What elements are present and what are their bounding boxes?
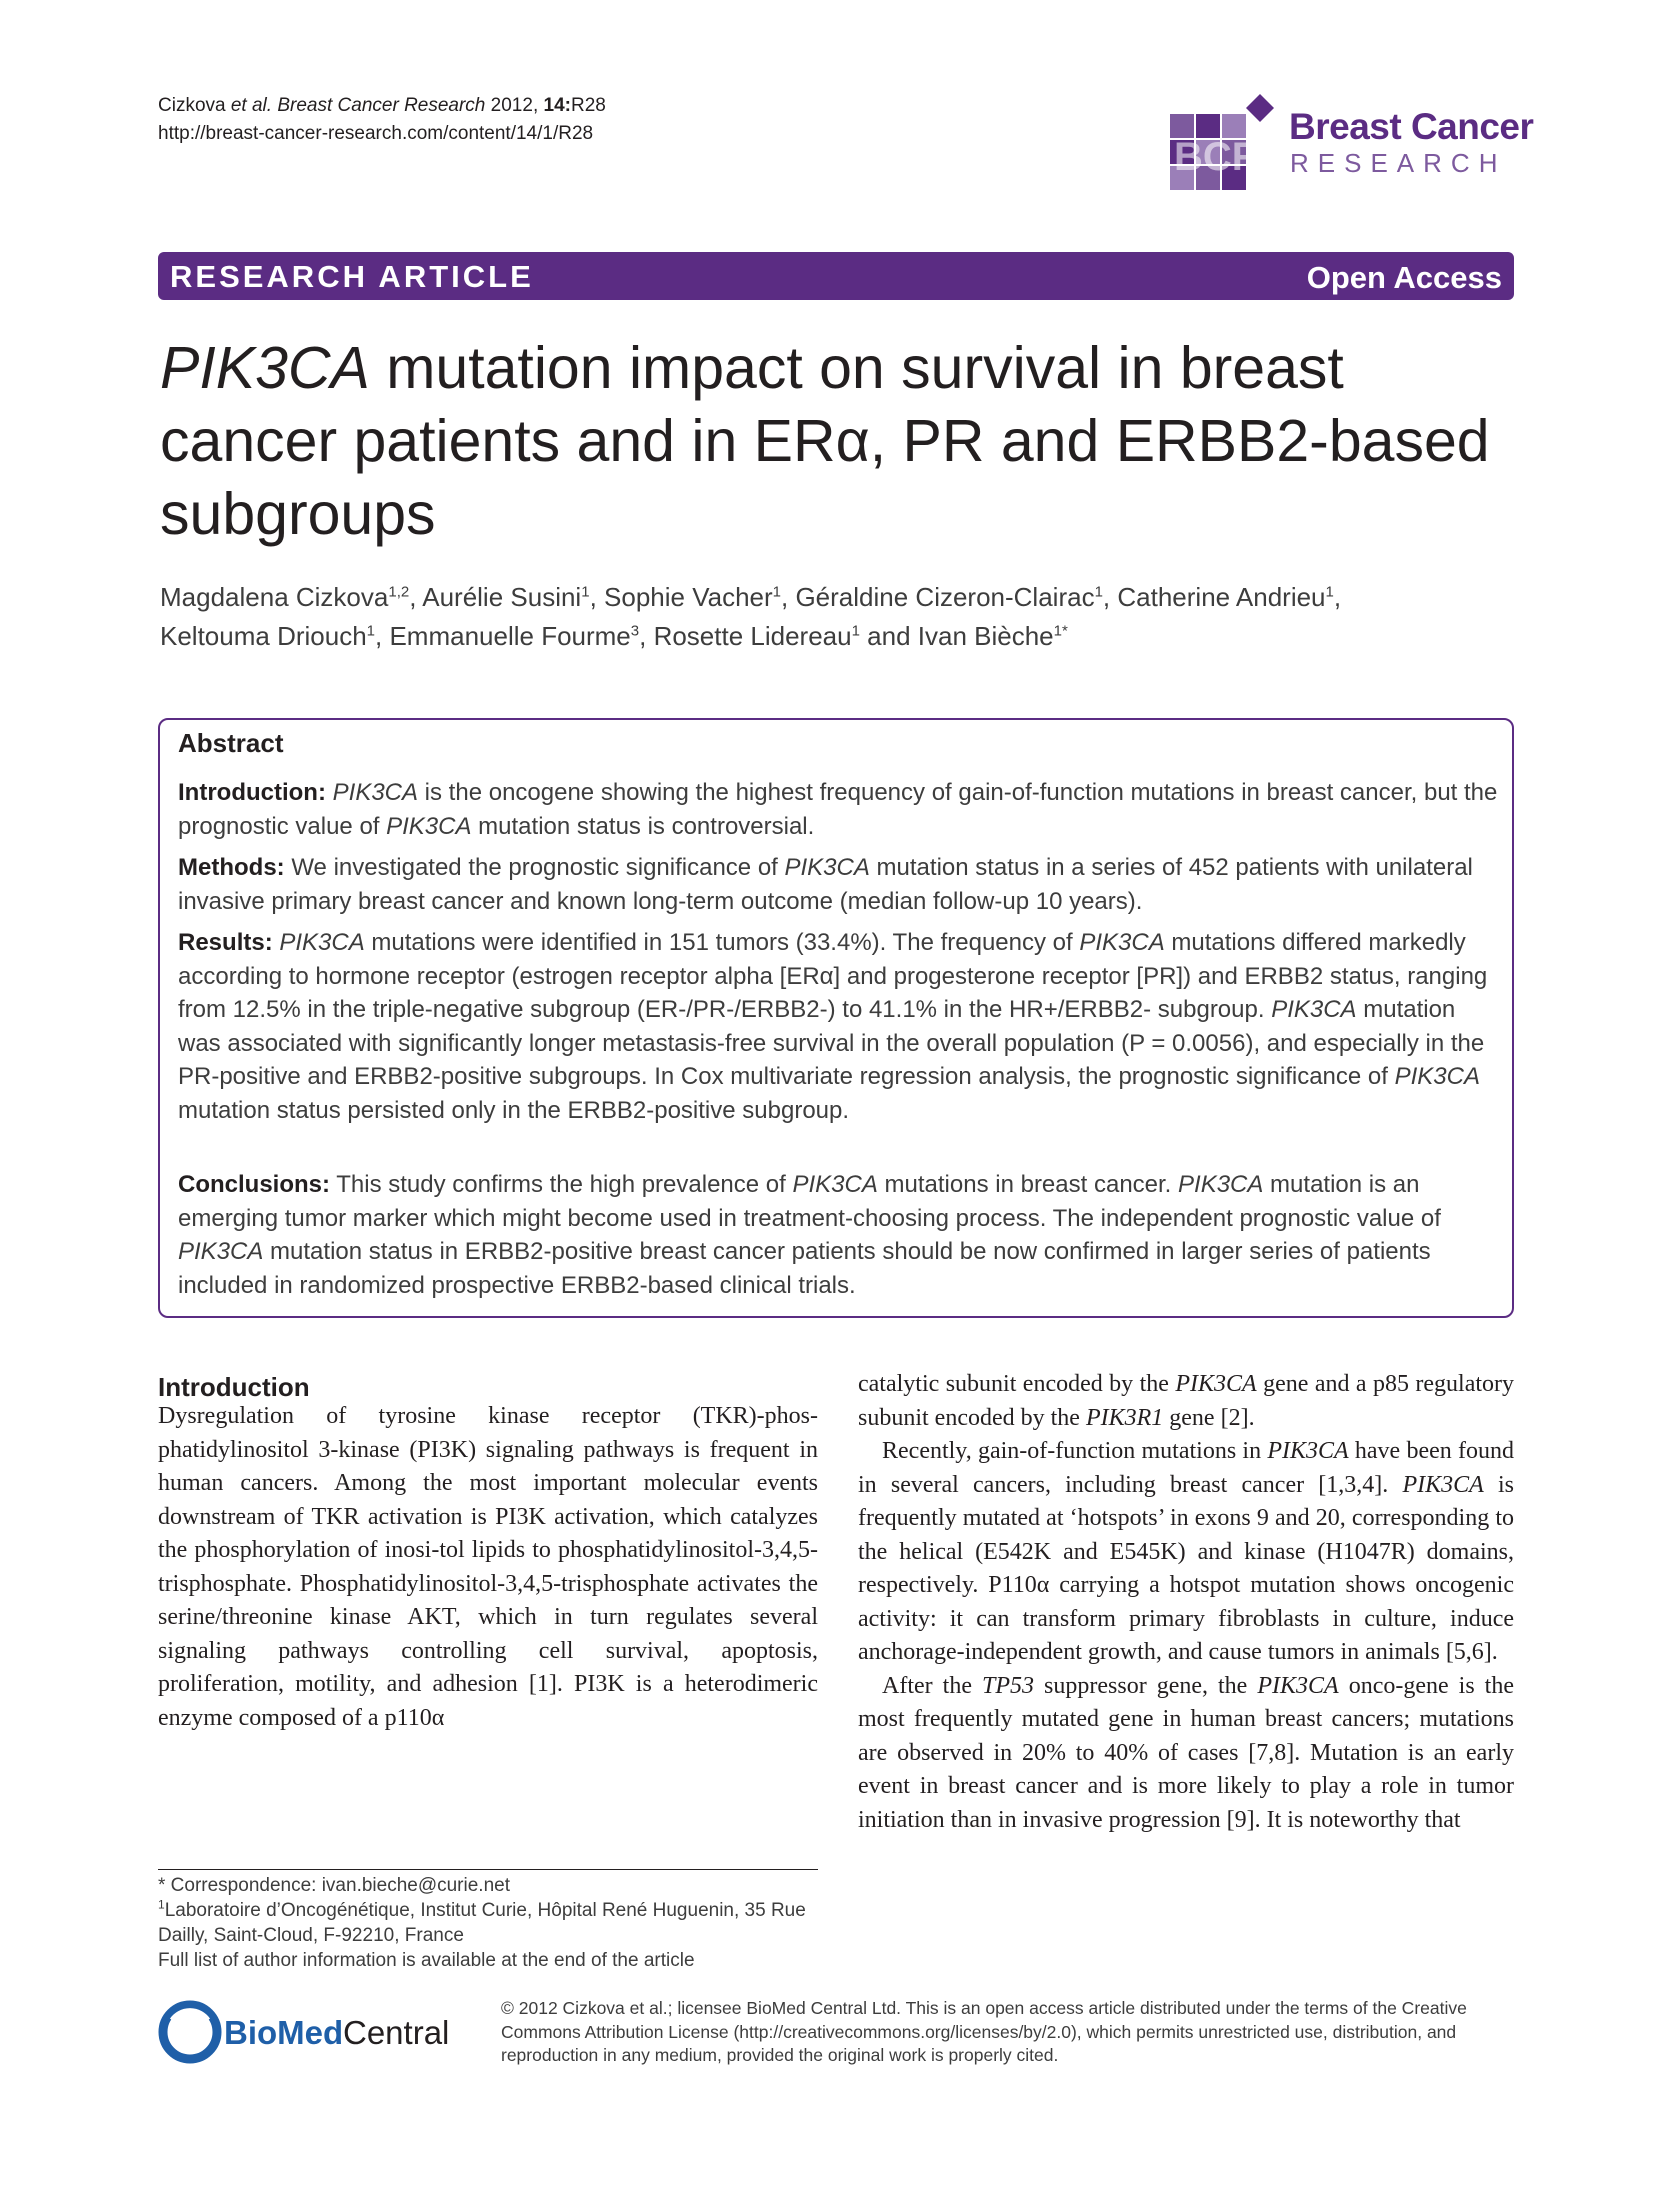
title-line2: cancer patients and in ERα, PR and ERBB2-based — [160, 408, 1490, 474]
abstract-methods-label: Methods: — [178, 854, 285, 881]
citation-volume: 14: — [543, 95, 571, 116]
introduction-heading: Introduction — [158, 1372, 310, 1402]
abstract-introduction — [178, 776, 1498, 843]
citation-author: Cizkova — [158, 95, 226, 116]
affiliation-note: $^1$Laboratoire d’Oncogénétique, Institut Curie, Hôpital René Huguenin, 35 Rue Dailly, Saint-Cloud, F-92210, France — [158, 1897, 806, 1946]
body-right-column — [858, 1368, 1514, 1837]
author: Catherine Andrieu$^1$, — [1117, 582, 1342, 612]
body-paragraph: Recently, gain-of-function mutations in PIK3CA have been found in several cancers, including breast cancer [1,3,4]. PIK3CA is frequently mutated at ‘hotspots’ in exons 9 and 20, corresponding to the helical (E542K and E545K) and kinase (H1047R) domains, respectively. P110α carrying a hotspot mutation shows oncogenic activity: it can transform primary fibroblasts in culture, induce anchorage-independent growth, and cause tumors in animals [5,6]. — [858, 1438, 1514, 1665]
author-list — [160, 578, 1510, 656]
body-paragraph: catalytic subunit encoded by the PIK3CA gene and a p85 regulatory subunit encoded by the PIK3R1 gene [2]. — [858, 1371, 1515, 1431]
footnote-divider — [158, 1869, 818, 1870]
open-access-label: Open Access — [1306, 260, 1502, 295]
title-gene: PIK3CA — [160, 335, 370, 401]
abstract-heading: Abstract — [178, 728, 284, 758]
article-type-label: RESEARCH ARTICLE — [170, 259, 534, 294]
abstract-results — [178, 926, 1498, 1127]
title-line1-rest: mutation impact on survival in breast — [369, 335, 1344, 401]
body-paragraph: After the TP53 suppressor gene, the PIK3CA onco-gene is the most frequently mutated gene in human breast cancers; mutations are observed in 20% to 40% of cases [7,8]. Mutation is an early event in breast cancer and is more likely to play a role in tumor initiation than in invasive progression [9]. It is noteworthy that — [858, 1672, 1515, 1833]
abstract-methods — [178, 851, 1498, 918]
author: Keltouma Driouch$^1$, — [160, 621, 390, 651]
abstract-conclusions — [178, 1168, 1498, 1302]
journal-name-line2: RESEARCH — [1290, 148, 1507, 178]
article-type-banner — [158, 252, 1514, 300]
biomed-bold: BioMed — [224, 2014, 344, 2051]
bcr-mark: BCR — [1174, 135, 1261, 179]
biomed-central-logo-icon — [158, 2000, 478, 2064]
article-url[interactable]: http://breast-cancer-research.com/content/14/1/R28 — [158, 123, 594, 144]
journal-name-line1: Breast Cancer — [1289, 106, 1534, 147]
affiliation-mark: 1 — [158, 1897, 165, 1912]
footnotes — [158, 1873, 818, 1973]
citation-line — [158, 92, 606, 120]
author: Emmanuelle Fourme$^3$, — [389, 621, 654, 651]
running-head — [158, 92, 606, 148]
abstract-conclusions-text: This study confirms the high prevalence of PIK3CA mutations in breast cancer. PIK3CA mutation is an emerging tumor marker which might become used in treatment-choosing process. The independent prognostic value of PIK3CA mutation status in ERBB2-positive breast cancer patients should be now confirmed in larger series of patients included in randomized prospective ERBB2-based clinical trials. — [178, 1171, 1441, 1299]
author: Aurélie Susini$^1$, — [422, 582, 605, 612]
body-paragraph: Dysregulation of tyrosine kinase receptor (TKR)-phos-phatidylinositol 3-kinase (PI3K) signaling pathways is frequent in human cancers. Among the most important molecular events downstream of TKR activation is PI3K activation, which catalyzes the phosphorylation of inosi-tol lipids to phosphatidylinositol-3,4,5-trisphosphate. Phosphatidylinositol-3,4,5-trisphosphate activates the serine/threonine kinase AKT, which in turn regulates several signaling pathways controlling cell survival, apoptosis, proliferation, motility, and adhesion [1]. PI3K is a heterodimeric enzyme composed of a p110α — [158, 1403, 818, 1731]
author: Magdalena Cizkova$^{1,2}$, — [160, 582, 423, 612]
correspondence-note: * Correspondence: ivan.bieche@curie.net — [158, 1875, 510, 1896]
citation-journal: Breast Cancer Research — [277, 95, 486, 116]
abstract-results-text: PIK3CA mutations were identified in 151 tumors (33.4%). The frequency of PIK3CA mutations differed markedly according to hormone receptor (estrogen receptor alpha [ERα] and progesterone receptor [PR]) and ERBB2 status, ranging from 12.5% in the triple-negative subgroup (ER-/PR-/ERBB2-) to 41.1% in the HR+/ERBB2- subgroup. PIK3CA mutation was associated with significantly longer metastasis-free survival in the overall population (P = 0.0056), and especially in the PR-positive and ERBB2-positive subgroups. In Cox multivariate regression analysis, the prognostic significance of PIK3CA mutation status persisted only in the ERBB2-positive subgroup. — [178, 929, 1488, 1124]
abstract-results-label: Results: — [178, 929, 273, 956]
citation-article: R28 — [570, 95, 606, 116]
body-left-column — [158, 1372, 818, 1735]
author-info-note: Full list of author information is available at the end of the article — [158, 1950, 695, 1971]
license-text: © 2012 Cizkova et al.; licensee BioMed Central Ltd. This is an open access article distributed under the terms of the Creative Commons Attribution License (http://creativecommons.org/licenses/by/2.0), which permits unrestricted use, distribution, and reproduction in any medium, provided the original work is properly cited. — [501, 1998, 1467, 2065]
author: Ivan Bièche$^{1*}$ — [917, 621, 1068, 651]
abstract-methods-text: We investigated the prognostic significance of PIK3CA mutation status in a series of 452 patients with unilateral invasive primary breast cancer and known long-term outcome (median follow-up 10 years). — [178, 854, 1473, 915]
abstract-conclusions-label: Conclusions: — [178, 1171, 331, 1198]
abstract-introduction-label: Introduction: — [178, 779, 326, 806]
author: Rosette Lidereau$^1$ and — [653, 621, 918, 651]
biomed-regular: Central — [343, 2014, 450, 2051]
abstract-introduction-text: PIK3CA is the oncogene showing the highest frequency of gain-of-function mutations in breast cancer, but the prognostic value of PIK3CA mutation status is controversial. — [178, 779, 1498, 840]
article-title — [160, 332, 1500, 551]
author: Géraldine Cizeron-Clairac$^1$, — [795, 582, 1118, 612]
citation-etal: et al. — [230, 95, 273, 116]
citation-year: 2012, — [490, 95, 539, 116]
title-line3: subgroups — [160, 481, 436, 547]
author: Sophie Vacher$^1$, — [604, 582, 796, 612]
